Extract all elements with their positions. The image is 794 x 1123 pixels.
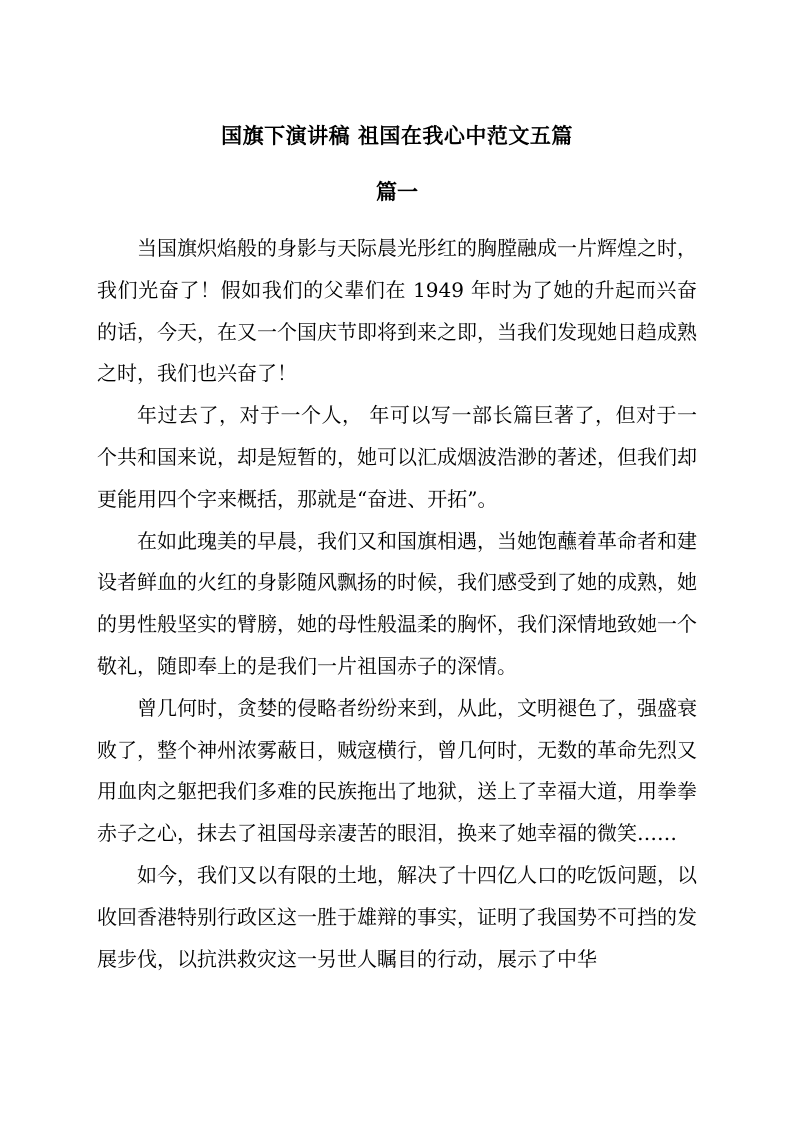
paragraph-4: 曾几何时，贪婪的侵略者纷纷来到，从此，文明褪色了，强盛衰败了，整个神州浓雾蔽日，贼寇横行，曾几何时，无数的革命先烈又用血肉之躯把我们多难的民族拖出了地狱，送上了幸福大道，用拳拳赤子之心，抹去了祖国母亲凄苦的眼泪，换来了她幸福的微笑…… (97, 695, 697, 846)
paragraph-1: 当国旗炽焰般的身影与天际晨光彤红的胸膛融成一片辉煌之时，我们光奋了！假如我们的父辈们在 1949 年时为了她的升起而兴奋的话，今天，在又一个国庆节即将到来之即，当我们发现她日趋成熟之时，我们也兴奋了！ (97, 236, 697, 386)
document-title: 国旗下演讲稿 祖国在我心中范文五篇 (221, 124, 573, 148)
document-body (97, 228, 697, 980)
paragraph-5: 如今，我们又以有限的土地，解决了十四亿人口的吃饭问题，以收回香港特别行政区这一胜于雄辩的事实，证明了我国势不可挡的发展步伐，以抗洪救灾这一另世人瞩目的行动，展示了中华 (97, 862, 697, 971)
paragraph-2: 年过去了，对于一个人， 年可以写一部长篇巨著了，但对于一个共和国来说，却是短暂的，她可以汇成烟波浩渺的著述，但我们却更能用四个字来概括，那就是“奋进、开拓”。 (97, 403, 697, 511)
section-heading: 篇一 (376, 180, 418, 204)
paragraph-3: 在如此瑰美的早晨，我们又和国旗相遇，当她饱蘸着革命者和建设者鲜血的火红的身影随风飘扬的时候，我们感受到了她的成熟，她的男性般坚实的臂膀，她的母性般温柔的胸怀，我们深情地致她一个敬礼，随即奉上的是我们一片祖国赤子的深情。 (97, 528, 697, 678)
